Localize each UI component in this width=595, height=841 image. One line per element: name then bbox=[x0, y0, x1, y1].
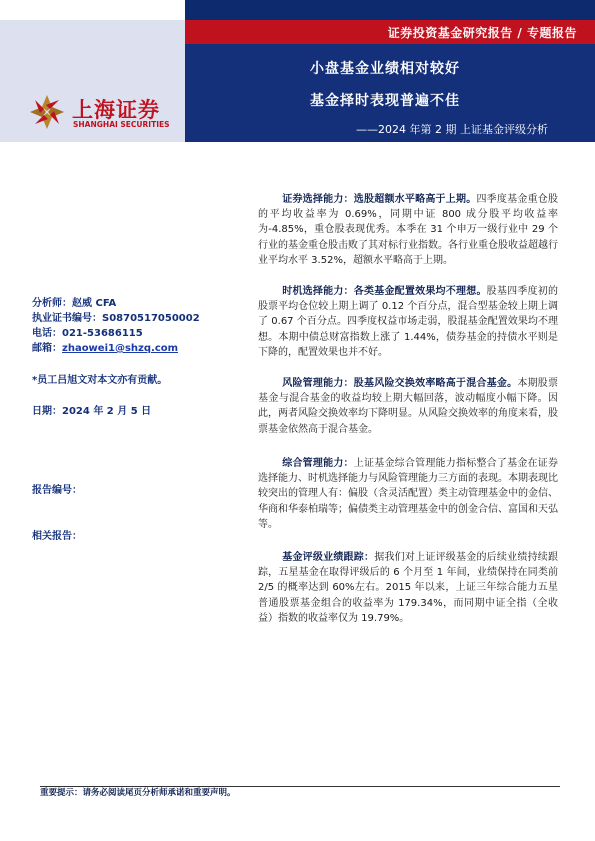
paragraph-text: 股基四季度初的股票平均仓位较上期上调了 0.12 个百分点，混合型基金较上期上调了 0.67 个百分点。四季度权益市场走弱，股混基金配置效果均不理想。本期中债总财富指数上涨了 1.44%，债券基金的持债水平则是下降的，配置效果也并不好。 bbox=[258, 286, 559, 358]
logo-emblem-icon bbox=[28, 93, 66, 131]
paragraph-heading: 风险管理能力：股基风险交换效率略高于混合基金。 bbox=[282, 378, 518, 389]
report-date: 日期：2024 年 2 月 5 日 bbox=[32, 406, 152, 417]
summary-paragraph-timing bbox=[258, 284, 558, 360]
report-title-line-2: 基金择时表现普遍不佳 bbox=[310, 93, 460, 109]
related-reports: 相关报告： bbox=[32, 531, 82, 542]
email-link[interactable]: zhaowei1@shzq.com bbox=[62, 343, 179, 354]
paragraph-text: 据我们对上证评级基金的后续业绩持续跟踪，五星基金在取得评级后的 6 个月至 1 年间，业绩保持在同类前 2/5 的概率达到 60%左右。2015 年以来，上证三年综合能力五星普通股票基金组合的收益率为 179.34%，而同期中证全指（全收益）指数的收益率仅为 19.79%。 bbox=[258, 552, 559, 624]
analyst-email-row bbox=[32, 341, 178, 356]
contribution-note: *员工吕旭文对本文亦有贡献。 bbox=[32, 375, 168, 386]
report-number: 报告编号： bbox=[32, 485, 82, 496]
company-logo bbox=[28, 92, 178, 132]
report-category-bar bbox=[185, 20, 595, 44]
report-title-line-1: 小盘基金业绩相对较好 bbox=[310, 61, 460, 77]
license-number: 执业证书编号：S0870517050002 bbox=[32, 313, 200, 324]
summary-paragraph-overall bbox=[258, 456, 558, 532]
logo-name-en: SHANGHAI SECURITIES bbox=[73, 120, 170, 129]
logo-name-cn: 上海证券 bbox=[72, 98, 160, 122]
paragraph-text: 本期股票基金与混合基金的收益均较上期大幅回落，波动幅度小幅下降。因此，两者风险交换效率均下降明显。从风险交换效率的角度来看，股票基金依然高于混合基金。 bbox=[258, 378, 559, 435]
paragraph-heading: 基金评级业绩跟踪： bbox=[282, 552, 375, 563]
paragraph-heading: 综合管理能力： bbox=[282, 458, 354, 469]
report-series: ——2024 年第 2 期 上证基金评级分析 bbox=[356, 123, 548, 136]
analyst-phone: 电话：021-53686115 bbox=[32, 328, 143, 339]
summary-paragraph-risk bbox=[258, 376, 558, 437]
summary-paragraph-tracking bbox=[258, 550, 558, 626]
paragraph-heading: 时机选择能力：各类基金配置效果均不理想。 bbox=[282, 286, 487, 297]
paragraph-heading: 证券选择能力：选股超额水平略高于上期。 bbox=[282, 194, 477, 205]
header-top-band bbox=[185, 0, 595, 20]
summary-paragraph-security-selection bbox=[258, 192, 558, 268]
paragraph-text: 四季度基金重仓股的平均收益率为 0.69%，同期中证 800 成分股平均收益率为-4.85%，重仓股表现优秀。本季在 31 个申万一级行业中 29 个行业的基金重仓股击败了其对标行业指数。各行业重仓股收益超越行业平均水平 3.52%，超额水平略高于上期。 bbox=[258, 194, 559, 266]
analyst-name: 分析师：赵威 CFA bbox=[32, 298, 117, 309]
email-label: 邮箱： bbox=[32, 343, 62, 354]
paragraph-text: 上证基金综合管理能力指标整合了基金在证券选择能力、时机选择能力与风险管理能力三方面的表现。本期表现比较突出的管理人有：偏股（含灵活配置）类主动管理基金中的金信、华商和华泰柏瑞等；偏债类主动管理基金中的创金合信、富国和天弘等。 bbox=[258, 458, 559, 530]
footer-notice: 重要提示：请务必阅读尾页分析师承诺和重要声明。 bbox=[40, 788, 236, 798]
report-category: 证券投资基金研究报告 / 专题报告 bbox=[387, 26, 577, 40]
